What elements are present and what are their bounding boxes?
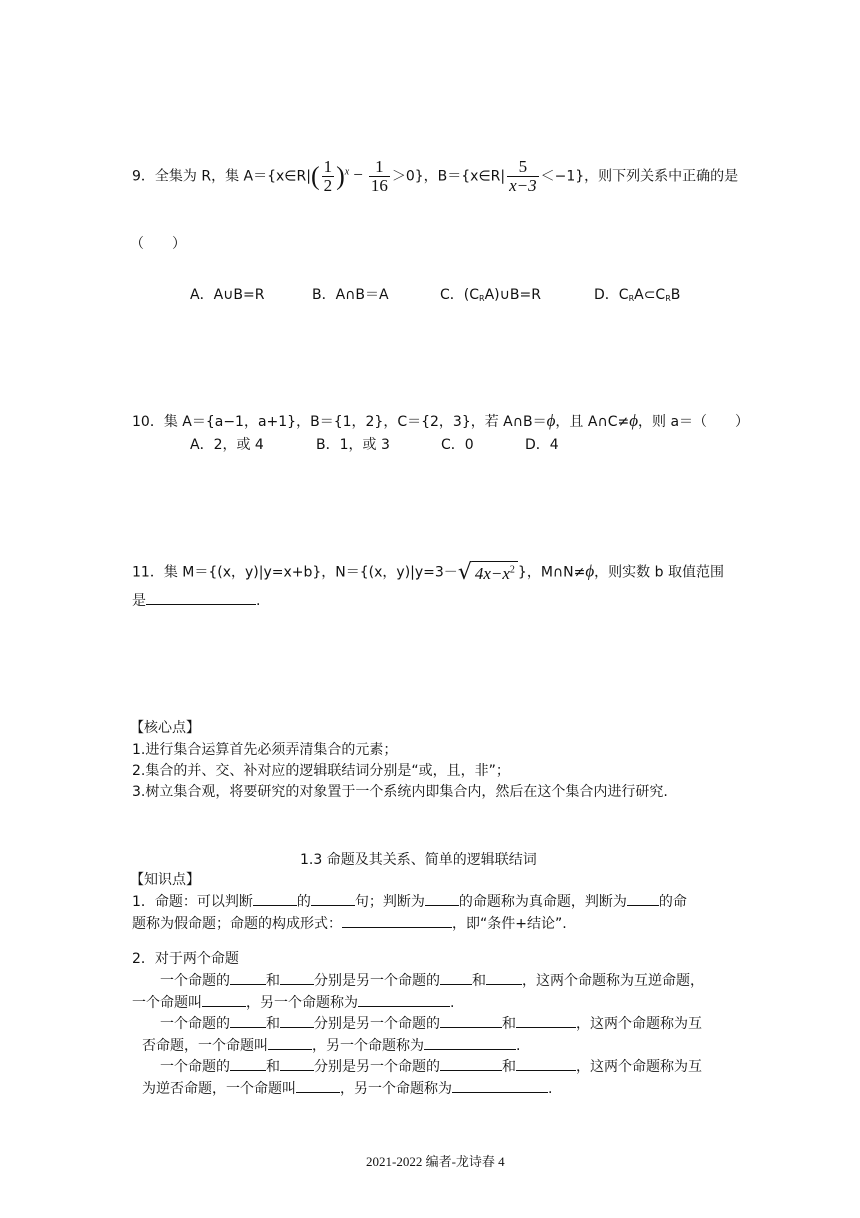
k2c-blank-4[interactable] <box>516 1056 576 1071</box>
k2b-text-a: 一个命题的 <box>160 1016 230 1032</box>
k2c-text-g: ，另一个命题称为 <box>340 1081 452 1097</box>
q9-mid: ＞0}，B＝{x∈R| <box>391 168 506 185</box>
k2b-text-h: . <box>516 1038 521 1054</box>
q9-option-c-sub: R <box>479 294 485 303</box>
q10-phi-1: ϕ <box>546 411 556 430</box>
knowledge-1-line-1 <box>132 891 687 911</box>
k2a-text-c: 分别是另一个命题的 <box>314 973 440 989</box>
page-footer: 2021-2022 编者-龙诗春 4 <box>366 1154 505 1169</box>
k1-text-c: 句；判断为 <box>354 894 425 910</box>
k2a-blank-6[interactable] <box>358 992 450 1007</box>
k2b-text-g: ，另一个命题称为 <box>312 1038 424 1054</box>
q9-suffix: ＜−1}，则下列关系中正确的是 <box>540 168 739 185</box>
k1-text-e: 的命 <box>658 894 687 910</box>
q9-fraction-5-over-x-3 <box>507 158 539 195</box>
q11-stem-mid: }，M∩N≠ <box>517 564 586 581</box>
question-11-stem <box>132 560 724 585</box>
q9-frac-c-den: x−3 <box>509 175 537 195</box>
q11-answer-blank[interactable] <box>146 590 256 605</box>
core-points-title: 【核心点】 <box>130 720 200 736</box>
q9-option-c <box>440 284 541 304</box>
k2c-blank-5[interactable] <box>296 1078 340 1093</box>
q10-option-a: A．2，或 4 <box>190 437 264 453</box>
q9-answer-bracket: （ ） <box>130 236 186 252</box>
k1-text-f: 题称为假命题；命题的构成形式： <box>132 916 342 932</box>
q9-option-d-sub1: R <box>628 294 635 303</box>
q9-option-c-post: A)∪B=R <box>484 287 541 303</box>
k2a-blank-4[interactable] <box>486 970 522 985</box>
k2a-text-b: 和 <box>266 973 280 989</box>
q9-frac-c-num: 5 <box>507 158 539 177</box>
q9-option-a: A．A∪B=R <box>190 287 265 303</box>
knowledge-2c-line-1 <box>160 1056 702 1076</box>
k2b-text-c: 分别是另一个命题的 <box>314 1016 440 1032</box>
q9-option-d-mid: A⊂C <box>634 287 666 303</box>
k2b-text-d: 和 <box>502 1016 516 1032</box>
k1-text-g: ，即“条件+结论”. <box>452 916 567 932</box>
k2b-text-f: 否命题，一个命题叫 <box>142 1038 268 1054</box>
q9-option-d-sub2: R <box>665 294 671 303</box>
q10-option-d: D．4 <box>525 437 559 453</box>
k2a-text-a: 一个命题的 <box>160 973 230 989</box>
q9-paren-close: ) <box>336 161 345 191</box>
k1-blank-2[interactable] <box>311 891 355 906</box>
q11-radicand-exp: 2 <box>509 564 515 576</box>
q10-option-b: B．1，或 3 <box>316 437 390 453</box>
k2a-text-f: 一个命题叫 <box>132 995 202 1011</box>
k1-blank-5[interactable] <box>342 913 452 928</box>
q10-stem-mid: ，且 A∩C≠ <box>555 414 630 430</box>
q10-phi-2: ϕ <box>629 411 639 430</box>
k2a-blank-5[interactable] <box>202 992 246 1007</box>
q11-phi: ϕ <box>585 561 595 581</box>
k2b-blank-3[interactable] <box>440 1013 502 1028</box>
q9-frac-b-num: 1 <box>369 158 390 177</box>
q9-fraction-one-half <box>322 158 335 195</box>
k1-text-a: 1．命题：可以判断 <box>132 894 253 910</box>
k2b-text-b: 和 <box>266 1016 280 1032</box>
knowledge-points-title: 【知识点】 <box>130 872 200 888</box>
sqrt-icon: √ <box>457 560 472 585</box>
knowledge-2a-line-1 <box>160 970 704 990</box>
q9-frac-a-den: 2 <box>323 175 333 195</box>
k1-blank-3[interactable] <box>425 891 459 906</box>
q9-option-b: B．A∩B＝A <box>312 287 389 303</box>
question-10-stem <box>132 411 749 431</box>
k1-blank-1[interactable] <box>253 891 297 906</box>
q10-stem-post: ，则 a＝（ ） <box>638 414 750 430</box>
core-point-2: 2.集合的并、交、补对应的逻辑联结词分别是“或，且，非”； <box>132 763 510 779</box>
q11-stem-post: ，则实数 b 取值范围 <box>594 564 724 581</box>
k2c-blank-6[interactable] <box>452 1078 548 1093</box>
k2a-text-d: 和 <box>472 973 486 989</box>
knowledge-2-title: 2．对于两个命题 <box>132 951 239 967</box>
question-9-stem <box>132 158 738 195</box>
k2c-text-e: ，这两个命题称为互 <box>576 1059 702 1075</box>
q10-option-c: C．0 <box>441 437 474 453</box>
knowledge-2a-line-2 <box>132 992 454 1012</box>
k2c-text-c: 分别是另一个命题的 <box>314 1059 440 1075</box>
q9-frac-a-num: 1 <box>323 157 333 176</box>
q11-stem-pre: 11．集 M＝{(x，y)|y=x+b}，N＝{(x，y)|y=3－ <box>132 564 458 581</box>
q11-sqrt <box>458 560 518 585</box>
q9-exponent-x: x <box>344 166 350 178</box>
q11-line-2 <box>132 590 260 610</box>
k2b-blank-2[interactable] <box>280 1013 314 1028</box>
knowledge-2b-line-1 <box>160 1013 702 1033</box>
k2c-blank-3[interactable] <box>440 1056 502 1071</box>
q9-option-d-post: B <box>670 287 681 303</box>
k2b-blank-5[interactable] <box>268 1035 312 1050</box>
q9-option-d-pre: D．C <box>594 287 629 303</box>
q11-radicand-text: 4x−x <box>474 564 510 583</box>
k2c-text-f: 为逆否命题，一个命题叫 <box>142 1081 296 1097</box>
q11-line2-post: . <box>256 593 261 609</box>
k2b-blank-1[interactable] <box>230 1013 266 1028</box>
q11-radicand <box>472 561 518 584</box>
section-title: 1.3 命题及其关系、简单的逻辑联结词 <box>300 852 537 868</box>
k2c-text-h: . <box>548 1081 553 1097</box>
q10-stem-pre: 10．集 A＝{a−1，a+1}，B＝{1，2}，C＝{2，3}，若 A∩B＝ <box>132 414 547 430</box>
k2a-text-h: . <box>450 995 455 1011</box>
core-point-1: 1.进行集合运算首先必须弄清集合的元素； <box>132 742 398 758</box>
k1-blank-4[interactable] <box>627 891 659 906</box>
k2a-blank-3[interactable] <box>440 970 472 985</box>
k2a-blank-2[interactable] <box>280 970 314 985</box>
q11-line2-pre: 是 <box>132 593 146 609</box>
k2b-blank-6[interactable] <box>424 1035 516 1050</box>
k1-text-d: 的命题称为真命题，判断为 <box>458 894 627 910</box>
k2c-text-b: 和 <box>266 1059 280 1075</box>
core-point-3: 3.树立集合观，将要研究的对象置于一个系统内即集合内，然后在这个集合内进行研究. <box>132 784 668 800</box>
q9-paren-open: ( <box>310 161 320 191</box>
knowledge-2b-line-2 <box>142 1035 520 1055</box>
q9-minus: − <box>353 165 363 185</box>
k2a-text-g: ，另一个命题称为 <box>246 995 358 1011</box>
q9-fraction-one-sixteenth <box>369 158 390 195</box>
k2b-blank-4[interactable] <box>516 1013 576 1028</box>
k2b-text-e: ，这两个命题称为互 <box>576 1016 702 1032</box>
k2c-text-d: 和 <box>502 1059 516 1075</box>
k2c-blank-2[interactable] <box>280 1056 314 1071</box>
q9-prefix: 9．全集为 R，集 A＝{x∈R| <box>132 168 311 185</box>
q9-option-c-pre: C．(C <box>440 287 480 303</box>
k2c-text-a: 一个命题的 <box>160 1059 230 1075</box>
q9-option-d <box>594 284 680 304</box>
k2a-blank-1[interactable] <box>230 970 266 985</box>
knowledge-1-line-2 <box>132 913 567 933</box>
k2c-blank-1[interactable] <box>230 1056 266 1071</box>
k1-text-b: 的 <box>296 894 311 910</box>
k2a-text-e: ，这两个命题称为互逆命题， <box>522 973 704 989</box>
knowledge-2c-line-2 <box>142 1078 552 1098</box>
q9-frac-b-den: 16 <box>370 175 388 195</box>
